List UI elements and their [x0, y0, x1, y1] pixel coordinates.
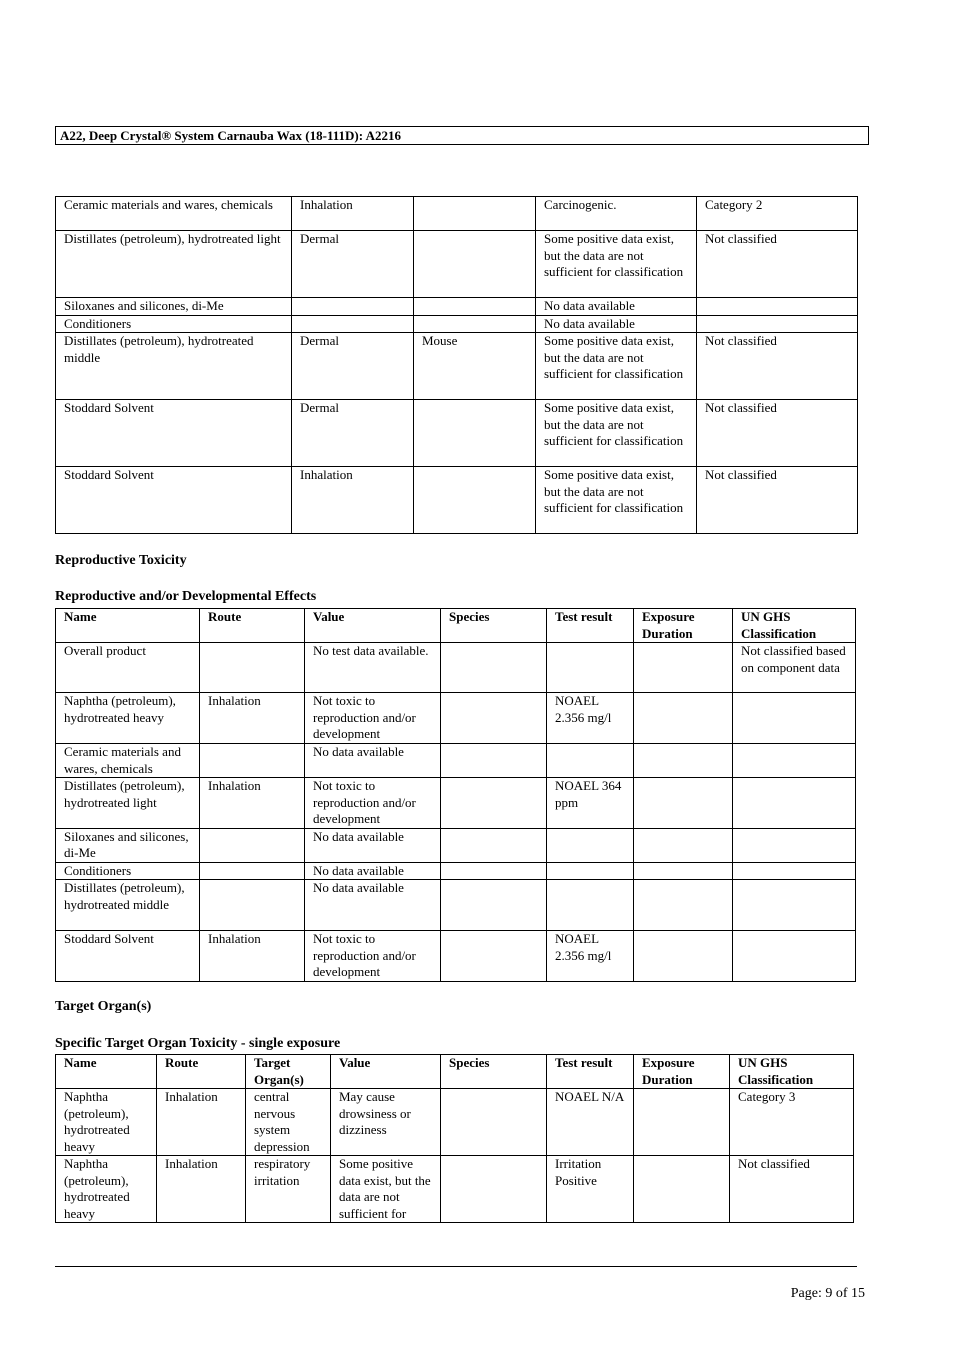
table-cell	[634, 862, 733, 880]
table-cell: Category 2	[697, 197, 858, 231]
table-cell: May cause drowsiness or dizziness	[331, 1089, 441, 1156]
table-cell	[733, 778, 856, 829]
table-cell: No test data available.	[305, 643, 441, 693]
table-cell: Naphtha (petroleum), hydrotreated heavy	[56, 1089, 157, 1156]
table-cell	[697, 315, 858, 333]
table-row	[56, 333, 858, 400]
table-cell: Inhalation	[157, 1089, 246, 1156]
table-cell: Dermal	[292, 231, 414, 298]
table-row	[56, 828, 856, 862]
table-row	[56, 693, 856, 744]
column-header: Test result	[547, 609, 634, 643]
column-header: Species	[441, 1055, 547, 1089]
table-cell: Some positive data exist, but the data are not sufficient for classification	[536, 400, 697, 467]
table-cell: Not classified	[697, 333, 858, 400]
section-heading-reproductive-toxicity: Reproductive Toxicity	[55, 553, 187, 568]
target-organ-table	[55, 1054, 854, 1223]
table-row	[56, 744, 856, 778]
table-cell: Stoddard Solvent	[56, 931, 200, 982]
table-cell	[200, 880, 305, 931]
table-cell	[697, 298, 858, 316]
table-row	[56, 231, 858, 298]
table-cell: No data available	[305, 828, 441, 862]
table-cell: Distillates (petroleum), hydrotreated light	[56, 231, 292, 298]
table-cell	[200, 862, 305, 880]
table-cell	[414, 400, 536, 467]
table-row	[56, 1089, 854, 1156]
table-cell: Distillates (petroleum), hydrotreated light	[56, 778, 200, 829]
table-cell: Distillates (petroleum), hydrotreated middle	[56, 333, 292, 400]
table-cell: Some positive data exist, but the data are not sufficient for classification	[536, 333, 697, 400]
column-header: Exposure Duration	[634, 1055, 730, 1089]
column-header: UN GHS Classification	[733, 609, 856, 643]
table-cell: Inhalation	[292, 467, 414, 534]
table-cell: Not classified	[697, 231, 858, 298]
table-cell	[634, 828, 733, 862]
table-cell	[547, 880, 634, 931]
table-cell	[634, 744, 733, 778]
table-cell: Mouse	[414, 333, 536, 400]
carcinogenicity-table	[55, 196, 858, 534]
table-cell: Not toxic to reproduction and/or development	[305, 931, 441, 982]
table-cell	[292, 298, 414, 316]
table-cell	[414, 231, 536, 298]
table-row	[56, 643, 856, 693]
table-row	[56, 197, 858, 231]
table-cell: NOAEL 2.356 mg/l	[547, 693, 634, 744]
table-cell: Naphtha (petroleum), hydrotreated heavy	[56, 1156, 157, 1223]
table-cell	[547, 643, 634, 693]
table-cell: No data available	[305, 744, 441, 778]
table-cell	[634, 1089, 730, 1156]
table-cell: Conditioners	[56, 315, 292, 333]
table-cell	[441, 693, 547, 744]
table-cell	[634, 643, 733, 693]
table-cell: Inhalation	[292, 197, 414, 231]
table-cell: NOAEL 364 ppm	[547, 778, 634, 829]
table-cell	[733, 693, 856, 744]
table-cell	[200, 744, 305, 778]
table-cell	[441, 744, 547, 778]
subheading-reproductive-effects: Reproductive and/or Developmental Effects	[55, 589, 317, 604]
column-header: Species	[441, 609, 547, 643]
table-row	[56, 1156, 854, 1223]
column-header: Route	[157, 1055, 246, 1089]
table-cell: Not classified	[730, 1156, 854, 1223]
table-cell	[441, 1156, 547, 1223]
table-cell: Inhalation	[200, 778, 305, 829]
table-cell: Overall product	[56, 643, 200, 693]
table-cell: Inhalation	[200, 693, 305, 744]
table-cell: Dermal	[292, 333, 414, 400]
column-header: UN GHS Classification	[730, 1055, 854, 1089]
table-cell: Not classified	[697, 467, 858, 534]
table-cell	[634, 1156, 730, 1223]
table-cell	[733, 828, 856, 862]
table-cell	[733, 862, 856, 880]
table-row	[56, 400, 858, 467]
table-cell	[547, 862, 634, 880]
table-cell: Not toxic to reproduction and/or development	[305, 778, 441, 829]
table-header-row	[56, 609, 856, 643]
table-cell: NOAEL 2.356 mg/l	[547, 931, 634, 982]
table-cell	[634, 778, 733, 829]
table-row	[56, 467, 858, 534]
table-cell: Siloxanes and silicones, di-Me	[56, 828, 200, 862]
table-cell	[634, 931, 733, 982]
table-cell	[441, 862, 547, 880]
table-cell: No data available	[305, 880, 441, 931]
subheading-stot-single-exposure: Specific Target Organ Toxicity - single exposure	[55, 1036, 341, 1051]
table-cell	[733, 880, 856, 931]
table-cell	[547, 828, 634, 862]
table-cell: respiratory irritation	[246, 1156, 331, 1223]
column-header: Value	[331, 1055, 441, 1089]
table-cell: Some positive data exist, but the data are not sufficient for classification	[536, 467, 697, 534]
table-cell	[441, 828, 547, 862]
table-cell: Inhalation	[200, 931, 305, 982]
column-header: Target Organ(s)	[246, 1055, 331, 1089]
table-row	[56, 880, 856, 931]
table-cell	[414, 197, 536, 231]
table-cell: Conditioners	[56, 862, 200, 880]
table-row	[56, 315, 858, 333]
table-cell	[441, 778, 547, 829]
table-cell: central nervous system depression	[246, 1089, 331, 1156]
table-cell	[441, 1089, 547, 1156]
table-cell	[441, 931, 547, 982]
table-cell	[441, 643, 547, 693]
table-cell	[292, 315, 414, 333]
table-cell: Ceramic materials and wares, chemicals	[56, 197, 292, 231]
table-cell	[733, 931, 856, 982]
document-header: A22, Deep Crystal® System Carnauba Wax (18-111D): A2216	[55, 126, 869, 145]
table-row	[56, 298, 858, 316]
table-cell: Ceramic materials and wares, chemicals	[56, 744, 200, 778]
table-cell: Not toxic to reproduction and/or development	[305, 693, 441, 744]
table-cell: Inhalation	[157, 1156, 246, 1223]
table-cell	[441, 880, 547, 931]
table-cell	[547, 744, 634, 778]
column-header: Route	[200, 609, 305, 643]
table-cell: Dermal	[292, 400, 414, 467]
table-cell: Carcinogenic.	[536, 197, 697, 231]
table-cell: No data available	[536, 298, 697, 316]
table-cell	[200, 643, 305, 693]
column-header: Test result	[547, 1055, 634, 1089]
section-heading-target-organs: Target Organ(s)	[55, 999, 152, 1014]
table-cell: Irritation Positive	[547, 1156, 634, 1223]
table-header-row	[56, 1055, 854, 1089]
table-cell: Some positive data exist, but the data are not sufficient for classification	[536, 231, 697, 298]
table-row	[56, 862, 856, 880]
table-cell: Naphtha (petroleum), hydrotreated heavy	[56, 693, 200, 744]
table-cell	[733, 744, 856, 778]
table-cell: Not classified	[697, 400, 858, 467]
table-cell: NOAEL N/A	[547, 1089, 634, 1156]
table-cell	[414, 467, 536, 534]
footer-divider	[55, 1266, 857, 1267]
table-cell: Not classified based on component data	[733, 643, 856, 693]
column-header: Value	[305, 609, 441, 643]
table-cell	[634, 880, 733, 931]
table-cell: Stoddard Solvent	[56, 400, 292, 467]
table-cell: Siloxanes and silicones, di-Me	[56, 298, 292, 316]
table-cell: Category 3	[730, 1089, 854, 1156]
table-cell: Distillates (petroleum), hydrotreated middle	[56, 880, 200, 931]
table-cell: Some positive data exist, but the data are not sufficient for	[331, 1156, 441, 1223]
page-number: Page: 9 of 15	[790, 1286, 865, 1301]
table-cell	[634, 693, 733, 744]
table-cell: No data available	[536, 315, 697, 333]
table-cell: No data available	[305, 862, 441, 880]
table-row	[56, 778, 856, 829]
column-header: Exposure Duration	[634, 609, 733, 643]
table-cell	[414, 315, 536, 333]
table-cell	[414, 298, 536, 316]
table-cell: Stoddard Solvent	[56, 467, 292, 534]
table-cell	[200, 828, 305, 862]
column-header: Name	[56, 609, 200, 643]
reproductive-table	[55, 608, 856, 982]
column-header: Name	[56, 1055, 157, 1089]
table-row	[56, 931, 856, 982]
